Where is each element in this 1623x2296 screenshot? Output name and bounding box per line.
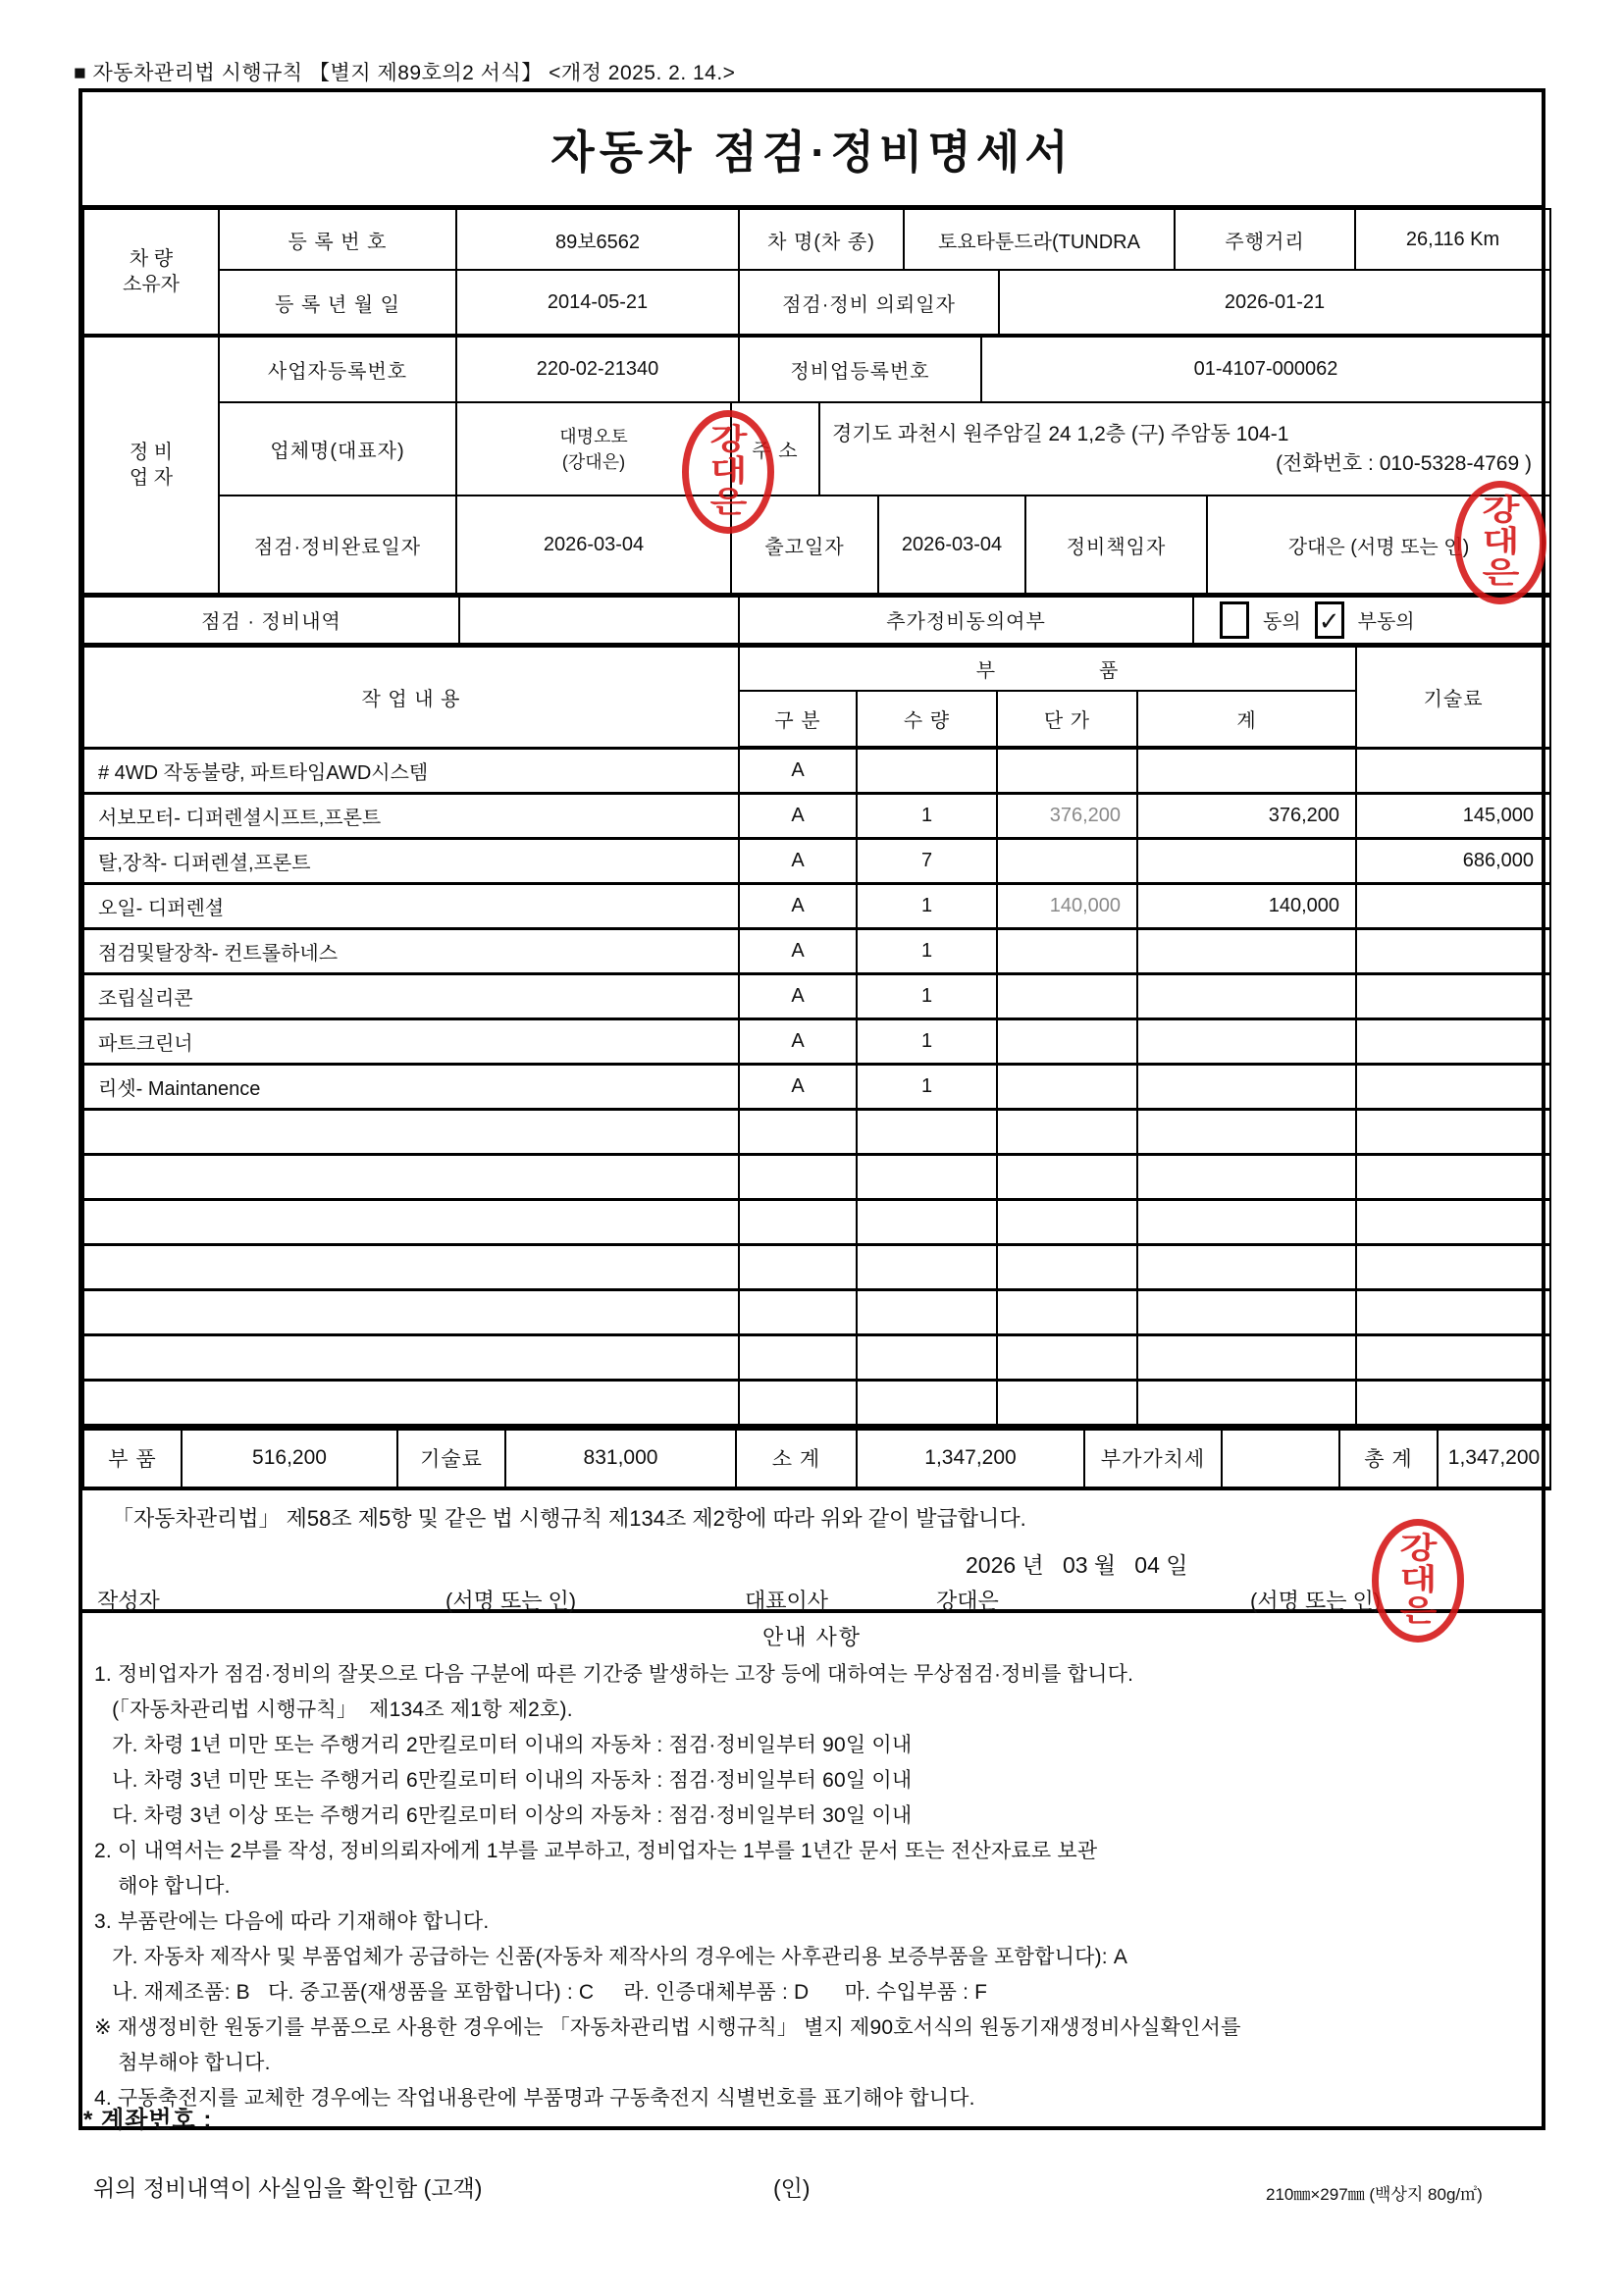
manager-value: 강대은 (서명 또는 인)	[1207, 496, 1550, 594]
work-qty: 1	[857, 883, 997, 928]
work-gubun: A	[739, 1064, 857, 1109]
notice-line: 2. 이 내역서는 2부를 작성, 정비의뢰자에게 1부를 교부하고, 정비업자는 1부를 1년간 문서 또는 전산자료로 보관	[94, 1839, 1098, 1862]
grand-total-label: 총 계	[1339, 1429, 1438, 1488]
work-labor	[1356, 1064, 1550, 1109]
grand-total-value: 1,347,200	[1438, 1429, 1550, 1488]
main-form	[79, 88, 1545, 2130]
owner-section	[82, 208, 1551, 336]
shop-reg-label: 정비업등록번호	[739, 337, 981, 402]
work-row	[83, 793, 1550, 838]
details-empty-cell	[459, 597, 739, 644]
work-unit: 140,000	[997, 883, 1137, 928]
work-qty	[857, 748, 997, 793]
request-date-value: 2026-01-21	[999, 270, 1550, 335]
work-gubun: A	[739, 793, 857, 838]
work-table	[82, 645, 1551, 1427]
work-row-empty	[83, 1334, 1550, 1380]
account-number-label: * 계좌번호 :	[83, 2107, 213, 2133]
owner-label: 차 량 소유자	[83, 209, 219, 335]
work-gubun: A	[739, 1018, 857, 1064]
title-row	[82, 92, 1542, 208]
notice-line: ※ 재생정비한 원동기를 부품으로 사용한 경우에는 「자동차관리법 시행규칙」 별지 제90호서식의 원동기재생정비사실확인서를	[94, 2015, 1241, 2039]
disagree-label: 부동의	[1357, 611, 1415, 634]
agree-checkbox[interactable]	[1220, 601, 1249, 639]
work-gubun: A	[739, 928, 857, 973]
col-header-work: 작 업 내 용	[83, 646, 739, 748]
reg-date-value: 2014-05-21	[456, 270, 739, 335]
notice-section	[82, 1613, 1542, 2126]
work-desc: 조립실리콘	[83, 973, 739, 1018]
issuance-block	[82, 1490, 1542, 1613]
col-header-unit: 단 가	[997, 691, 1137, 748]
work-row	[83, 838, 1550, 883]
paper-size-note: 210㎜×297㎜ (백상지 80g/㎡)	[1266, 2185, 1483, 2204]
work-labor: 686,000	[1356, 838, 1550, 883]
work-row-empty	[83, 1154, 1550, 1199]
issuance-statement: 「자동차관리법」 제58조 제5항 및 같은 법 시행규칙 제134조 제2항에 따라 위와 같이 발급합니다.	[112, 1505, 1026, 1531]
work-unit: 376,200	[997, 793, 1137, 838]
business-section	[82, 336, 1551, 595]
issuance-date: 2026 년 03 월 04 일	[966, 1551, 1188, 1578]
work-qty: 1	[857, 1018, 997, 1064]
writer-label: 작성자	[97, 1588, 160, 1613]
consent-label: 추가정비동의여부	[739, 597, 1193, 644]
ceo-name: 강대은	[936, 1588, 999, 1613]
notice-line: 가. 차령 1년 미만 또는 주행거리 2만킬로미터 이내의 자동차 : 점검·정비일부터 90일 이내	[94, 1733, 913, 1756]
work-desc: 파트크린너	[83, 1018, 739, 1064]
work-desc: 리셋- Maintanence	[83, 1064, 739, 1109]
mileage-label: 주행거리	[1175, 209, 1355, 270]
release-date-label: 출고일자	[731, 496, 878, 594]
writer-sign-placeholder: (서명 또는 인)	[445, 1588, 577, 1613]
work-total	[1137, 1064, 1356, 1109]
car-name-label: 차 명(차 종)	[739, 209, 904, 270]
col-header-labor: 기술료	[1356, 646, 1550, 748]
company-stamp-seal: 강 대 은	[682, 410, 774, 534]
work-row	[83, 928, 1550, 973]
work-row-empty	[83, 1199, 1550, 1244]
work-row	[83, 1018, 1550, 1064]
total-labor-value: 831,000	[505, 1429, 736, 1488]
work-total	[1137, 748, 1356, 793]
reg-no-label: 등 록 번 호	[219, 209, 456, 270]
address-label: 주 소	[731, 402, 819, 496]
work-total	[1137, 928, 1356, 973]
col-header-gubun: 구 분	[739, 691, 857, 748]
work-row	[83, 748, 1550, 793]
shop-name-value: 대명오토 (강대은)	[456, 402, 731, 496]
notice-line: 3. 부품란에는 다음에 따라 기재해야 합니다.	[94, 1909, 490, 1933]
work-desc: 점검및탈장착- 컨트롤하네스	[83, 928, 739, 973]
work-unit	[997, 748, 1137, 793]
biz-reg-label: 사업자등록번호	[219, 337, 456, 402]
notice-line: 해야 합니다.	[94, 1874, 231, 1898]
complete-date-value: 2026-03-04	[456, 496, 731, 594]
vat-value	[1222, 1429, 1339, 1488]
col-header-qty: 수 량	[857, 691, 997, 748]
work-labor: 145,000	[1356, 793, 1550, 838]
car-name-value: 토요타툰드라(TUNDRA	[904, 209, 1175, 270]
shop-reg-value: 01-4107-000062	[981, 337, 1550, 402]
work-labor	[1356, 973, 1550, 1018]
work-row-empty	[83, 1109, 1550, 1154]
work-gubun: A	[739, 883, 857, 928]
notice-line: 가. 자동차 제작사 및 부품업체가 공급하는 신품(자동차 제작사의 경우에는 사후관리용 보증부품을 포함합니다): A	[94, 1945, 1128, 1968]
ceo-stamp-seal: 강 대 은	[1372, 1519, 1464, 1643]
notice-line: 4. 구동축전지를 교체한 경우에는 작업내용란에 부품명과 구동축전지 식별번호를 표기해야 합니다.	[94, 2086, 975, 2110]
notice-line: 나. 차령 3년 미만 또는 주행거리 6만킬로미터 이내의 자동차 : 점검·정비일부터 60일 이내	[94, 1768, 913, 1792]
work-qty: 1	[857, 973, 997, 1018]
work-labor	[1356, 1018, 1550, 1064]
work-unit	[997, 1064, 1137, 1109]
work-labor	[1356, 748, 1550, 793]
work-row	[83, 1064, 1550, 1109]
request-date-label: 점검·정비 의뢰일자	[739, 270, 999, 335]
work-row-empty	[83, 1244, 1550, 1289]
business-label: 정 비 업 자	[83, 337, 219, 594]
work-total: 376,200	[1137, 793, 1356, 838]
notice-line: 다. 차령 3년 이상 또는 주행거리 6만킬로미터 이상의 자동차 : 점검·정비일부터 30일 이내	[94, 1803, 913, 1827]
work-gubun: A	[739, 748, 857, 793]
customer-confirm-text: 위의 정비내역이 사실임을 확인함 (고객)	[93, 2175, 483, 2201]
totals-row	[82, 1427, 1551, 1490]
work-desc: # 4WD 작동불량, 파트타임AWD시스템	[83, 748, 739, 793]
work-unit	[997, 928, 1137, 973]
work-row-empty	[83, 1380, 1550, 1425]
notice-line: 나. 재제조품: B 다. 중고품(재생품을 포함합니다) : C 라. 인증대체부품 : D 마. 수입부품 : F	[94, 1980, 988, 2004]
work-unit	[997, 838, 1137, 883]
work-row	[83, 973, 1550, 1018]
manager-stamp-seal: 강 대 은	[1454, 481, 1546, 604]
work-labor	[1356, 928, 1550, 973]
disagree-checkbox[interactable]: ✓	[1315, 601, 1344, 639]
details-label: 점검 · 정비내역	[83, 597, 459, 644]
work-total	[1137, 973, 1356, 1018]
reg-date-label: 등 록 년 월 일	[219, 270, 456, 335]
notice-line: 1. 정비업자가 점검·정비의 잘못으로 다음 구분에 따른 기간중 발생하는 고장 등에 대하여는 무상점검·정비를 합니다.	[94, 1662, 1134, 1686]
work-row	[83, 883, 1550, 928]
total-parts-label: 부 품	[83, 1429, 182, 1488]
work-unit	[997, 1018, 1137, 1064]
work-gubun: A	[739, 838, 857, 883]
work-total	[1137, 838, 1356, 883]
notice-line: (「자동차관리법 시행규칙」 제134조 제1항 제2호).	[94, 1697, 573, 1721]
work-desc: 탈,장착- 디퍼렌셜,프론트	[83, 838, 739, 883]
work-total	[1137, 1018, 1356, 1064]
customer-seal-placeholder: (인)	[773, 2175, 811, 2201]
total-parts-value: 516,200	[182, 1429, 397, 1488]
reg-no-value: 89보6562	[456, 209, 739, 270]
work-gubun: A	[739, 973, 857, 1018]
address-value: 경기도 과천시 원주암길 24 1,2층 (구) 주암동 104-1 (전화번호 : 010-5328-4769 )	[819, 402, 1550, 496]
details-consent-row	[82, 595, 1551, 645]
subtotal-value: 1,347,200	[857, 1429, 1084, 1488]
total-labor-label: 기술료	[397, 1429, 505, 1488]
work-qty: 1	[857, 793, 997, 838]
work-qty: 7	[857, 838, 997, 883]
notice-title: 안내 사항	[761, 1624, 863, 1649]
manager-label: 정비책임자	[1025, 496, 1207, 594]
notice-line: 첨부해야 합니다.	[94, 2051, 271, 2074]
work-row-empty	[83, 1289, 1550, 1334]
col-header-total: 계	[1137, 691, 1356, 748]
agree-label: 동의	[1263, 611, 1301, 634]
ceo-sign-placeholder: (서명 또는 인)	[1250, 1588, 1382, 1613]
form-regulation-note: ■ 자동차관리법 시행규칙 【별지 제89호의2 서식】 <개정 2025. 2. 14.>	[74, 62, 736, 84]
vat-label: 부가가치세	[1084, 1429, 1222, 1488]
mileage-value: 26,116 Km	[1355, 209, 1550, 270]
subtotal-label: 소 계	[736, 1429, 857, 1488]
complete-date-label: 점검·정비완료일자	[219, 496, 456, 594]
release-date-value: 2026-03-04	[878, 496, 1025, 594]
work-qty: 1	[857, 1064, 997, 1109]
col-header-parts: 부 품	[739, 646, 1356, 691]
work-unit	[997, 973, 1137, 1018]
work-desc: 서보모터- 디퍼렌셜시프트,프론트	[83, 793, 739, 838]
biz-reg-value: 220-02-21340	[456, 337, 739, 402]
page-title: 자동차 점검·정비명세서	[550, 126, 1073, 178]
work-total: 140,000	[1137, 883, 1356, 928]
shop-name-label: 업체명(대표자)	[219, 402, 456, 496]
work-labor	[1356, 883, 1550, 928]
ceo-label: 대표이사	[745, 1588, 829, 1613]
work-qty: 1	[857, 928, 997, 973]
work-desc: 오일- 디퍼렌셜	[83, 883, 739, 928]
